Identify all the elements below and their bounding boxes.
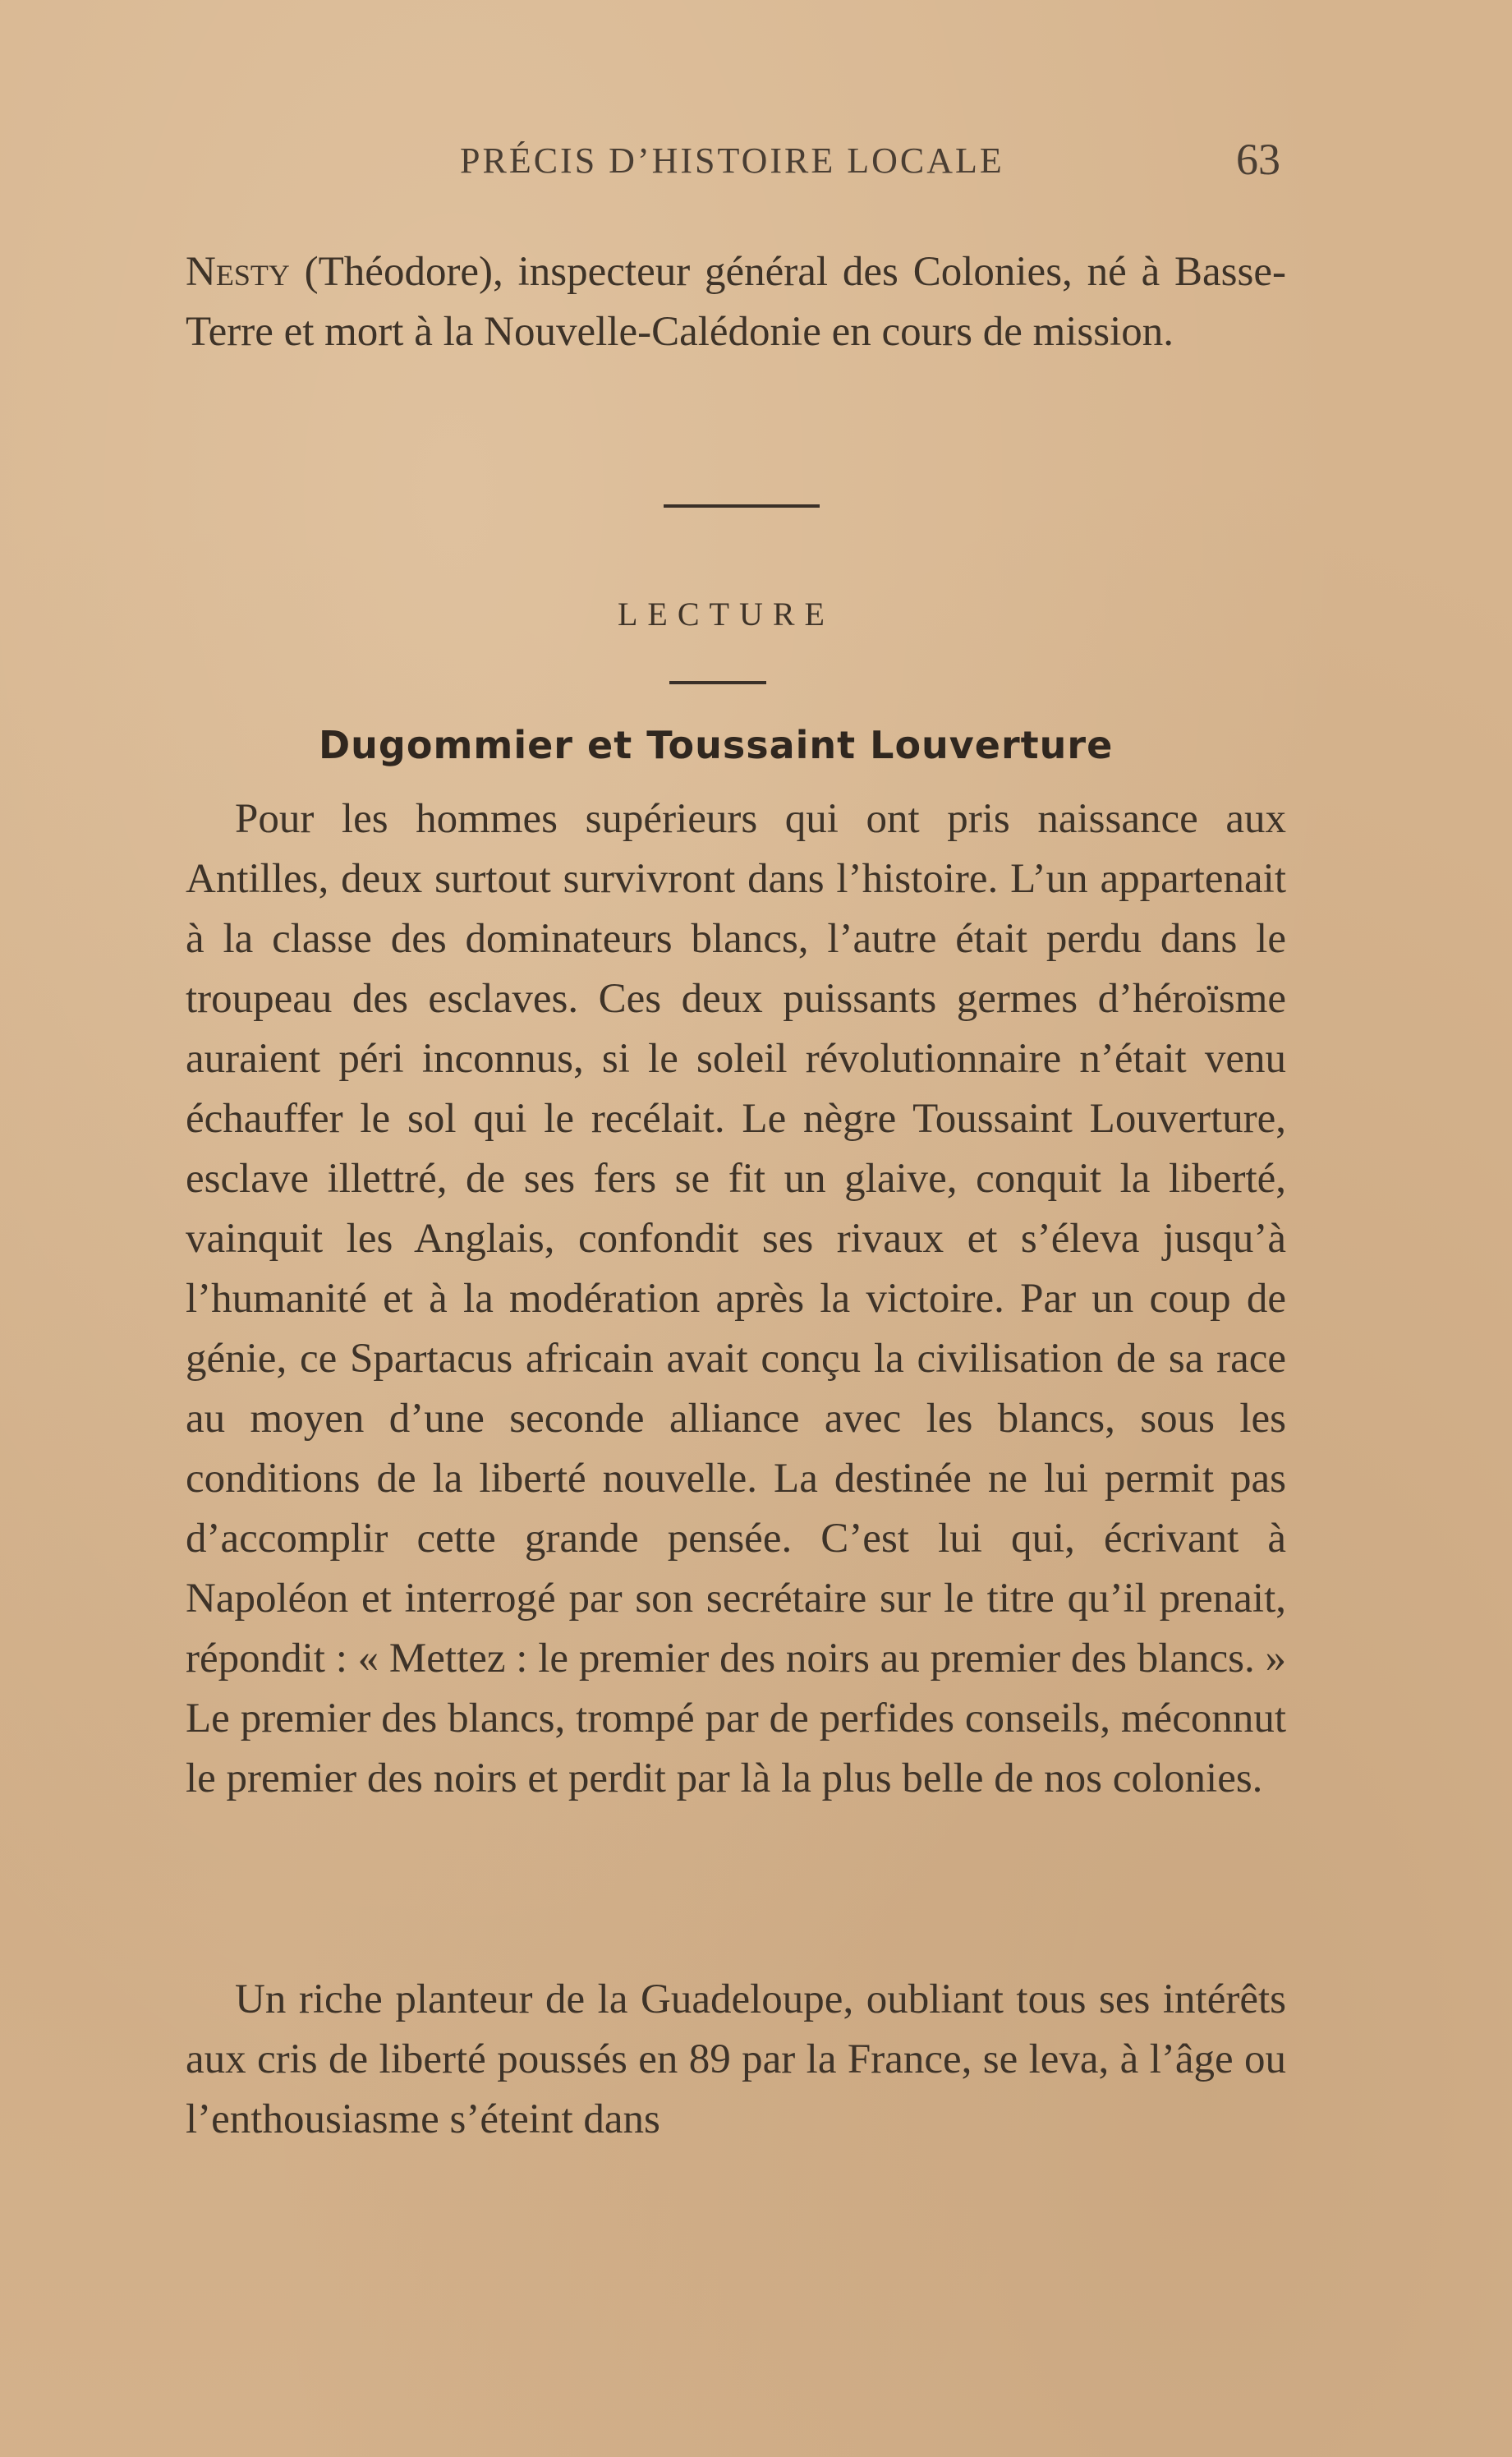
body-paragraph: Pour les hommes supérieurs qui ont pris naissance aux Antilles, deux surtout survivront dans l’histoire. L’un appartenait à la classe des dominateurs blancs, l’autre était perdu dans le troupeau des esclaves. Ces deux puissants germes d’héroïsme auraient péri inconnus, si le soleil révolutionnaire n’était venu échauffer le sol qui le recélait. Le nègre Toussaint Louverture, esclave illettré, de ses fers se fit un glaive, conquit la liberté, vainquit les Anglais, confondit ses rivaux et s’éleva jusqu’à l’humanité et à la modération après la victoire. Par un coup de génie, ce Spartacus africain avait conçu la civilisation de sa race au moyen d’une seconde alliance avec les blancs, sous les conditions de la liberté nouvelle. La destinée ne lui permit pas d’accomplir cette grande pensée. C’est lui qui, écrivant à Napoléon et interrogé par son secrétaire sur le titre qu’il prenait, répondit : « Mettez : le premier des noirs au premier des blancs. » Le premier des blancs, trompé par de perfides conseils, méconnut le premier des noirs et perdit par là la plus belle de nos colonies.: [186, 796, 1286, 1801]
section-label-underline: [669, 681, 766, 684]
section-divider-rule: [664, 504, 820, 508]
entry-text: (Théodore), inspecteur général des Colonies, né à Basse-Terre et mort à la Nouvelle-Calédonie en cours de mission.: [186, 249, 1286, 355]
running-title: PRÉCIS D’HISTOIRE LOCALE: [460, 140, 1004, 181]
section-label: LECTURE: [618, 596, 834, 633]
body-paragraph: Un riche planteur de la Guadeloupe, oubliant tous ses intérêts aux cris de liberté poussés en 89 par la France, se leva, à l’âge ou l’enthousiasme s’éteint dans: [186, 1976, 1286, 2142]
biographical-entry: [186, 242, 1286, 362]
page-number: 63: [1236, 135, 1280, 184]
article-title: Dugommier et Toussaint Louverture: [319, 723, 1114, 767]
entry-name: Nesty: [186, 249, 290, 295]
